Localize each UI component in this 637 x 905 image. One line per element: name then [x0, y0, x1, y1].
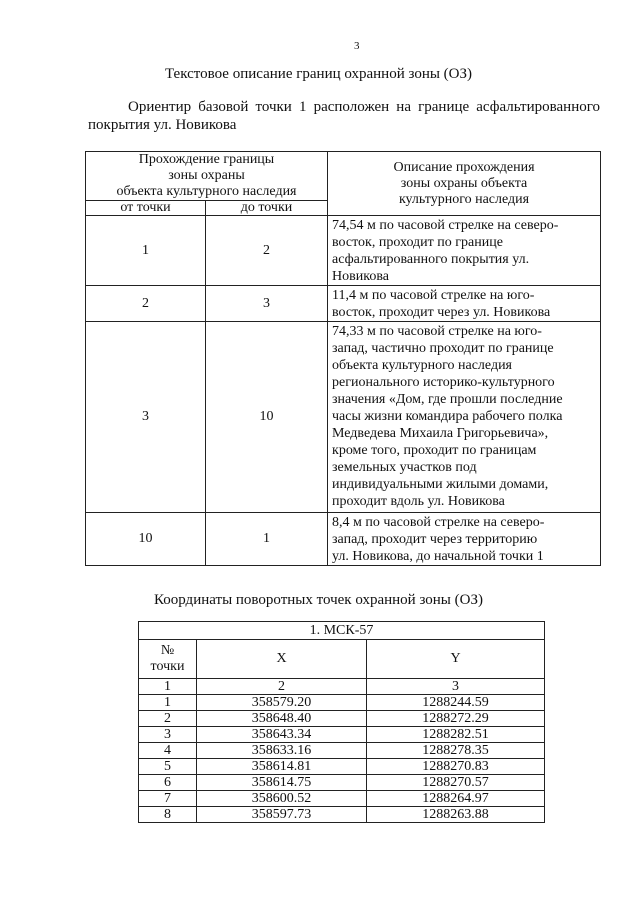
y-cell: 1288272.29 [367, 711, 545, 727]
description-line: 74,33 м по часовой стрелке на юго- [332, 324, 542, 339]
description-cell [328, 286, 601, 322]
intro-paragraph [88, 98, 600, 134]
x-cell: 358648.40 [197, 711, 367, 727]
to-point-cell: 10 [206, 322, 328, 513]
y-cell: 1288264.97 [367, 791, 545, 807]
point-number-cell: 8 [139, 807, 197, 823]
header-desc-line: культурного наследия [398, 191, 530, 207]
description-line: часы жизни командира рабочего полка [332, 409, 563, 424]
boundary-row [86, 286, 601, 322]
header-from-point: от точки [86, 201, 206, 216]
description-line: восток, проходит по границе [332, 235, 503, 250]
table-row [139, 791, 545, 807]
boundary-description-table [85, 151, 601, 566]
x-cell: 358633.16 [197, 743, 367, 759]
point-number-cell: 6 [139, 775, 197, 791]
header-no-line: точки [150, 659, 185, 674]
header-description [328, 152, 601, 216]
header-no-line: № [160, 643, 175, 658]
x-cell: 358614.75 [197, 775, 367, 791]
point-number-cell: 7 [139, 791, 197, 807]
y-cell: 1288263.88 [367, 807, 545, 823]
x-cell: 358600.52 [197, 791, 367, 807]
header-passage-line: объекта культурного наследия [116, 184, 297, 199]
from-point-cell: 1 [86, 216, 206, 286]
x-cell: 358579.20 [197, 695, 367, 711]
header-x: X [197, 640, 367, 679]
table-row [139, 727, 545, 743]
coordinates-table [138, 621, 545, 823]
point-number-cell: 2 [139, 711, 197, 727]
description-line: асфальтированного покрытия ул. [332, 252, 530, 267]
to-point-cell: 3 [206, 286, 328, 322]
header-boundary-passage [86, 152, 328, 201]
boundary-row [86, 216, 601, 286]
table-row [139, 695, 545, 711]
from-point-cell: 2 [86, 286, 206, 322]
intro-line-2: покрытия ул. Новикова [88, 117, 237, 133]
description-line: запад, частично проходит по границе [332, 341, 554, 356]
description-line: проходит вдоль ул. Новикова [332, 494, 505, 509]
table-row [139, 775, 545, 791]
column-index-row [139, 679, 545, 695]
y-cell: 1288270.57 [367, 775, 545, 791]
header-y: Y [367, 640, 545, 679]
header-desc-line: Описание прохождения [393, 159, 535, 175]
index-cell: 3 [367, 679, 545, 695]
index-cell: 1 [139, 679, 197, 695]
header-passage-line: Прохождение границы [138, 152, 275, 167]
table-row [139, 711, 545, 727]
x-cell: 358597.73 [197, 807, 367, 823]
description-line: запад, проходит через территорию [332, 532, 538, 547]
description-line: 8,4 м по часовой стрелке на северо- [332, 515, 545, 530]
to-point-cell: 1 [206, 513, 328, 566]
description-line: объекта культурного наследия [332, 358, 512, 373]
page-title: Текстовое описание границ охранной зоны (ОЗ) [164, 66, 473, 82]
from-point-cell: 10 [86, 513, 206, 566]
description-line: Новикова [332, 269, 389, 284]
boundary-row [86, 513, 601, 566]
coordinates-title: Координаты поворотных точек охранной зоны (ОЗ) [154, 592, 483, 608]
y-cell: 1288244.59 [367, 695, 545, 711]
header-point-number [139, 640, 197, 679]
table-row [139, 743, 545, 759]
description-line: земельных участков под [332, 460, 477, 475]
description-line: индивидуальными жилыми домами, [332, 477, 549, 492]
x-cell: 358643.34 [197, 727, 367, 743]
point-number-cell: 4 [139, 743, 197, 759]
y-cell: 1288270.83 [367, 759, 545, 775]
y-cell: 1288282.51 [367, 727, 545, 743]
description-line: регионального историко-культурного [332, 375, 555, 390]
description-line: ул. Новикова, до начальной точки 1 [332, 549, 544, 564]
description-line: восток, проходит через ул. Новикова [332, 305, 551, 320]
description-line: кроме того, проходит по границам [332, 443, 537, 458]
description-line: 11,4 м по часовой стрелке на юго- [332, 288, 535, 303]
description-cell [328, 513, 601, 566]
intro-line-1: Ориентир базовой точки 1 расположен на границе асфальтированного [128, 99, 600, 115]
coordinate-system-name: 1. МСК-57 [139, 622, 545, 640]
y-cell: 1288278.35 [367, 743, 545, 759]
description-cell [328, 216, 601, 286]
description-line: 74,54 м по часовой стрелке на северо- [332, 218, 559, 233]
header-desc-line: зоны охраны объекта [400, 175, 528, 191]
description-line: Медведева Михаила Григорьевича», [332, 426, 549, 441]
x-cell: 358614.81 [197, 759, 367, 775]
point-number-cell: 1 [139, 695, 197, 711]
page-number: 3 [354, 40, 360, 52]
index-cell: 2 [197, 679, 367, 695]
description-cell [328, 322, 601, 513]
table-row [139, 759, 545, 775]
boundary-row [86, 322, 601, 513]
to-point-cell: 2 [206, 216, 328, 286]
description-line: значения «Дом, где прошли последние [332, 392, 563, 407]
from-point-cell: 3 [86, 322, 206, 513]
header-to-point: до точки [206, 201, 328, 216]
point-number-cell: 5 [139, 759, 197, 775]
table-row [139, 807, 545, 823]
point-number-cell: 3 [139, 727, 197, 743]
header-passage-line: зоны охраны [168, 168, 245, 183]
